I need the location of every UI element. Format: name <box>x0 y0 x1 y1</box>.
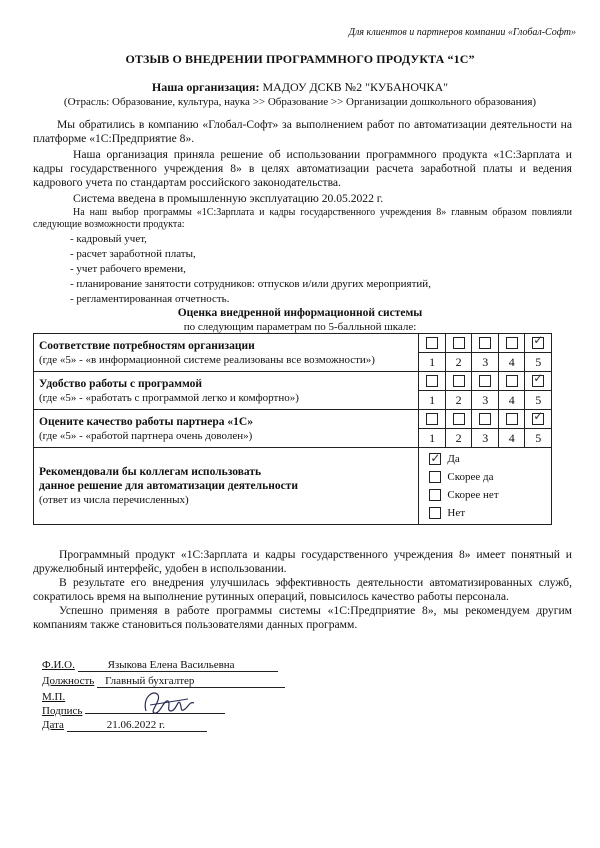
stamp-label: М.П. <box>42 691 66 703</box>
list-item: - расчет заработной платы, <box>70 248 196 260</box>
evaluation-table <box>33 333 552 525</box>
scale-number: 5 <box>525 353 552 372</box>
scale-number: 4 <box>498 429 525 448</box>
fio-line <box>42 659 278 672</box>
score-2-checkbox-cell[interactable] <box>445 410 472 429</box>
score-4-checkbox-cell[interactable] <box>498 410 525 429</box>
date-label: Дата <box>42 719 64 731</box>
scale-number: 3 <box>472 429 499 448</box>
checkbox-checked[interactable] <box>429 453 441 465</box>
recommend-option-rather-yes[interactable] <box>429 468 551 486</box>
criterion-title: Соответствие потребностям организации <box>39 339 255 352</box>
criterion-title: Оцените качество работы партнера «1С» <box>39 415 253 428</box>
scale-number: 1 <box>419 353 446 372</box>
fio-value: Языкова Елена Васильевна <box>78 659 278 672</box>
document-tagline: Для клиентов и партнеров компании «Глобал-Софт» <box>348 27 576 38</box>
score-3-checkbox-cell[interactable] <box>472 334 499 353</box>
recommend-option-yes[interactable] <box>429 450 551 468</box>
option-label: Нет <box>447 507 466 519</box>
criterion-hint: (где «5» - «работой партнера очень доволен») <box>39 429 253 442</box>
recommend-title-line1: Рекомендовали бы коллегам использовать <box>39 466 262 478</box>
date-value: 21.06.2022 г. <box>67 719 207 732</box>
scale-number: 2 <box>445 391 472 410</box>
handwritten-signature <box>140 685 200 721</box>
option-label: Да <box>447 453 460 465</box>
launch-date-paragraph: Система введена в промышленную эксплуатацию 20.05.2022 г. <box>73 192 384 205</box>
fio-label: Ф.И.О. <box>42 659 75 671</box>
score-checkbox[interactable] <box>453 375 465 387</box>
choice-paragraph: На наш выбор программы «1С:Зарплата и кадры государственного учреждения 8» главным образом повлияли следующие возможности продукта: <box>33 207 572 230</box>
features-list <box>70 232 431 307</box>
list-item: - кадровый учет, <box>70 233 147 245</box>
score-checkbox[interactable] <box>453 337 465 349</box>
scale-number: 5 <box>525 391 552 410</box>
evaluation-title: Оценка внедренной информационной системы <box>177 307 423 319</box>
score-checkbox[interactable] <box>506 337 518 349</box>
scale-number: 1 <box>419 391 446 410</box>
recommend-question-cell <box>34 448 419 525</box>
organization-label: Наша организация: <box>151 80 260 94</box>
table-row <box>34 334 552 353</box>
scale-number: 3 <box>472 353 499 372</box>
scale-number: 5 <box>525 429 552 448</box>
document-title: ОТЗЫВ О ВНЕДРЕНИИ ПРОГРАММНОГО ПРОДУКТА “1С” <box>125 52 475 66</box>
scale-number: 1 <box>419 429 446 448</box>
criterion-cell <box>34 372 419 410</box>
list-item: - регламентированная отчетность. <box>70 293 230 305</box>
intro-paragraph: Мы обратились в компанию «Глобал-Софт» за выполнением работ по автоматизации деятельности на платформе «1С:Предприятие 8». <box>33 118 572 145</box>
conclusion-paragraph-2: В результате его внедрения улучшилась эффективность деятельности автоматизированных служб, сократилось время на выполнение рутинных операций, повысилось качество работы персонала. <box>33 576 572 603</box>
decision-paragraph: Наша организация приняла решение об использовании программного продукта «1С:Зарплата и кадры государственного учреждения 8» в целях автоматизации расчета заработной платы и ведения кадрового учета по стандартам российского законодательства. <box>33 148 572 189</box>
recommend-hint: (ответ из числа перечисленных) <box>39 494 189 506</box>
score-checkbox[interactable] <box>479 337 491 349</box>
score-2-checkbox-cell[interactable] <box>445 334 472 353</box>
score-1-checkbox-cell[interactable] <box>419 372 446 391</box>
position-value: Главный бухгалтер <box>97 675 285 688</box>
score-checkbox[interactable] <box>426 375 438 387</box>
option-label: Скорее нет <box>447 489 499 501</box>
checkbox[interactable] <box>429 507 441 519</box>
checkbox[interactable] <box>429 489 441 501</box>
criterion-hint: (где «5» - «в информационной системе реализованы все возможности») <box>39 353 375 366</box>
evaluation-subtitle: по следующим параметрам по 5-балльной шкале: <box>183 321 417 333</box>
score-5-checkbox-cell[interactable] <box>525 410 552 429</box>
score-checkbox[interactable] <box>453 413 465 425</box>
table-row <box>34 372 552 391</box>
list-item: - учет рабочего времени, <box>70 263 186 275</box>
table-row <box>34 448 552 525</box>
score-checkbox-checked[interactable] <box>532 413 544 425</box>
scale-number: 2 <box>445 429 472 448</box>
score-5-checkbox-cell[interactable] <box>525 334 552 353</box>
organization-line <box>0 80 600 95</box>
recommend-option-no[interactable] <box>429 504 551 522</box>
criterion-cell <box>34 410 419 448</box>
stamp-line <box>42 691 65 703</box>
score-checkbox-checked[interactable] <box>532 337 544 349</box>
recommend-title-line2: данное решение для автоматизации деятельности <box>39 480 298 492</box>
score-4-checkbox-cell[interactable] <box>498 372 525 391</box>
criterion-cell <box>34 334 419 372</box>
score-checkbox[interactable] <box>506 413 518 425</box>
criterion-title: Удобство работы с программой <box>39 377 203 390</box>
score-2-checkbox-cell[interactable] <box>445 372 472 391</box>
option-label: Скорее да <box>447 471 494 483</box>
scale-number: 4 <box>498 391 525 410</box>
checkbox[interactable] <box>429 471 441 483</box>
score-checkbox-checked[interactable] <box>532 375 544 387</box>
conclusion-paragraph-1: Программный продукт «1С:Зарплата и кадры государственного учреждения 8» имеет понятный и дружелюбный интерфейс, удобен в использовании. <box>33 548 572 575</box>
recommend-option-rather-no[interactable] <box>429 486 551 504</box>
score-checkbox[interactable] <box>506 375 518 387</box>
score-checkbox[interactable] <box>426 413 438 425</box>
recommend-options-cell <box>419 448 552 525</box>
organization-name: МАДОУ ДСКВ №2 "КУБАНОЧКА" <box>262 80 449 94</box>
score-checkbox[interactable] <box>426 337 438 349</box>
score-4-checkbox-cell[interactable] <box>498 334 525 353</box>
industry-branch: (Отрасль: Образование, культура, наука >> Образование >> Организации дошкольного образования) <box>63 96 537 108</box>
criterion-hint: (где «5» - «работать с программой легко и комфортно») <box>39 391 299 404</box>
score-1-checkbox-cell[interactable] <box>419 334 446 353</box>
table-row <box>34 410 552 429</box>
score-1-checkbox-cell[interactable] <box>419 410 446 429</box>
score-checkbox[interactable] <box>479 413 491 425</box>
score-3-checkbox-cell[interactable] <box>472 410 499 429</box>
scale-number: 4 <box>498 353 525 372</box>
score-3-checkbox-cell[interactable] <box>472 372 499 391</box>
scale-number: 2 <box>445 353 472 372</box>
list-item: - планирование занятости сотрудников: отпусков и/или других мероприятий, <box>70 278 431 290</box>
sign-label: Подпись <box>42 705 83 717</box>
conclusion-paragraph-3: Успешно применяя в работе программы системы «1С:Предприятие 8», мы рекомендуем другим компаниям также становиться пользователями данных программ. <box>33 604 572 631</box>
score-5-checkbox-cell[interactable] <box>525 372 552 391</box>
position-label: Должность <box>42 675 95 687</box>
scale-number: 3 <box>472 391 499 410</box>
score-checkbox[interactable] <box>479 375 491 387</box>
